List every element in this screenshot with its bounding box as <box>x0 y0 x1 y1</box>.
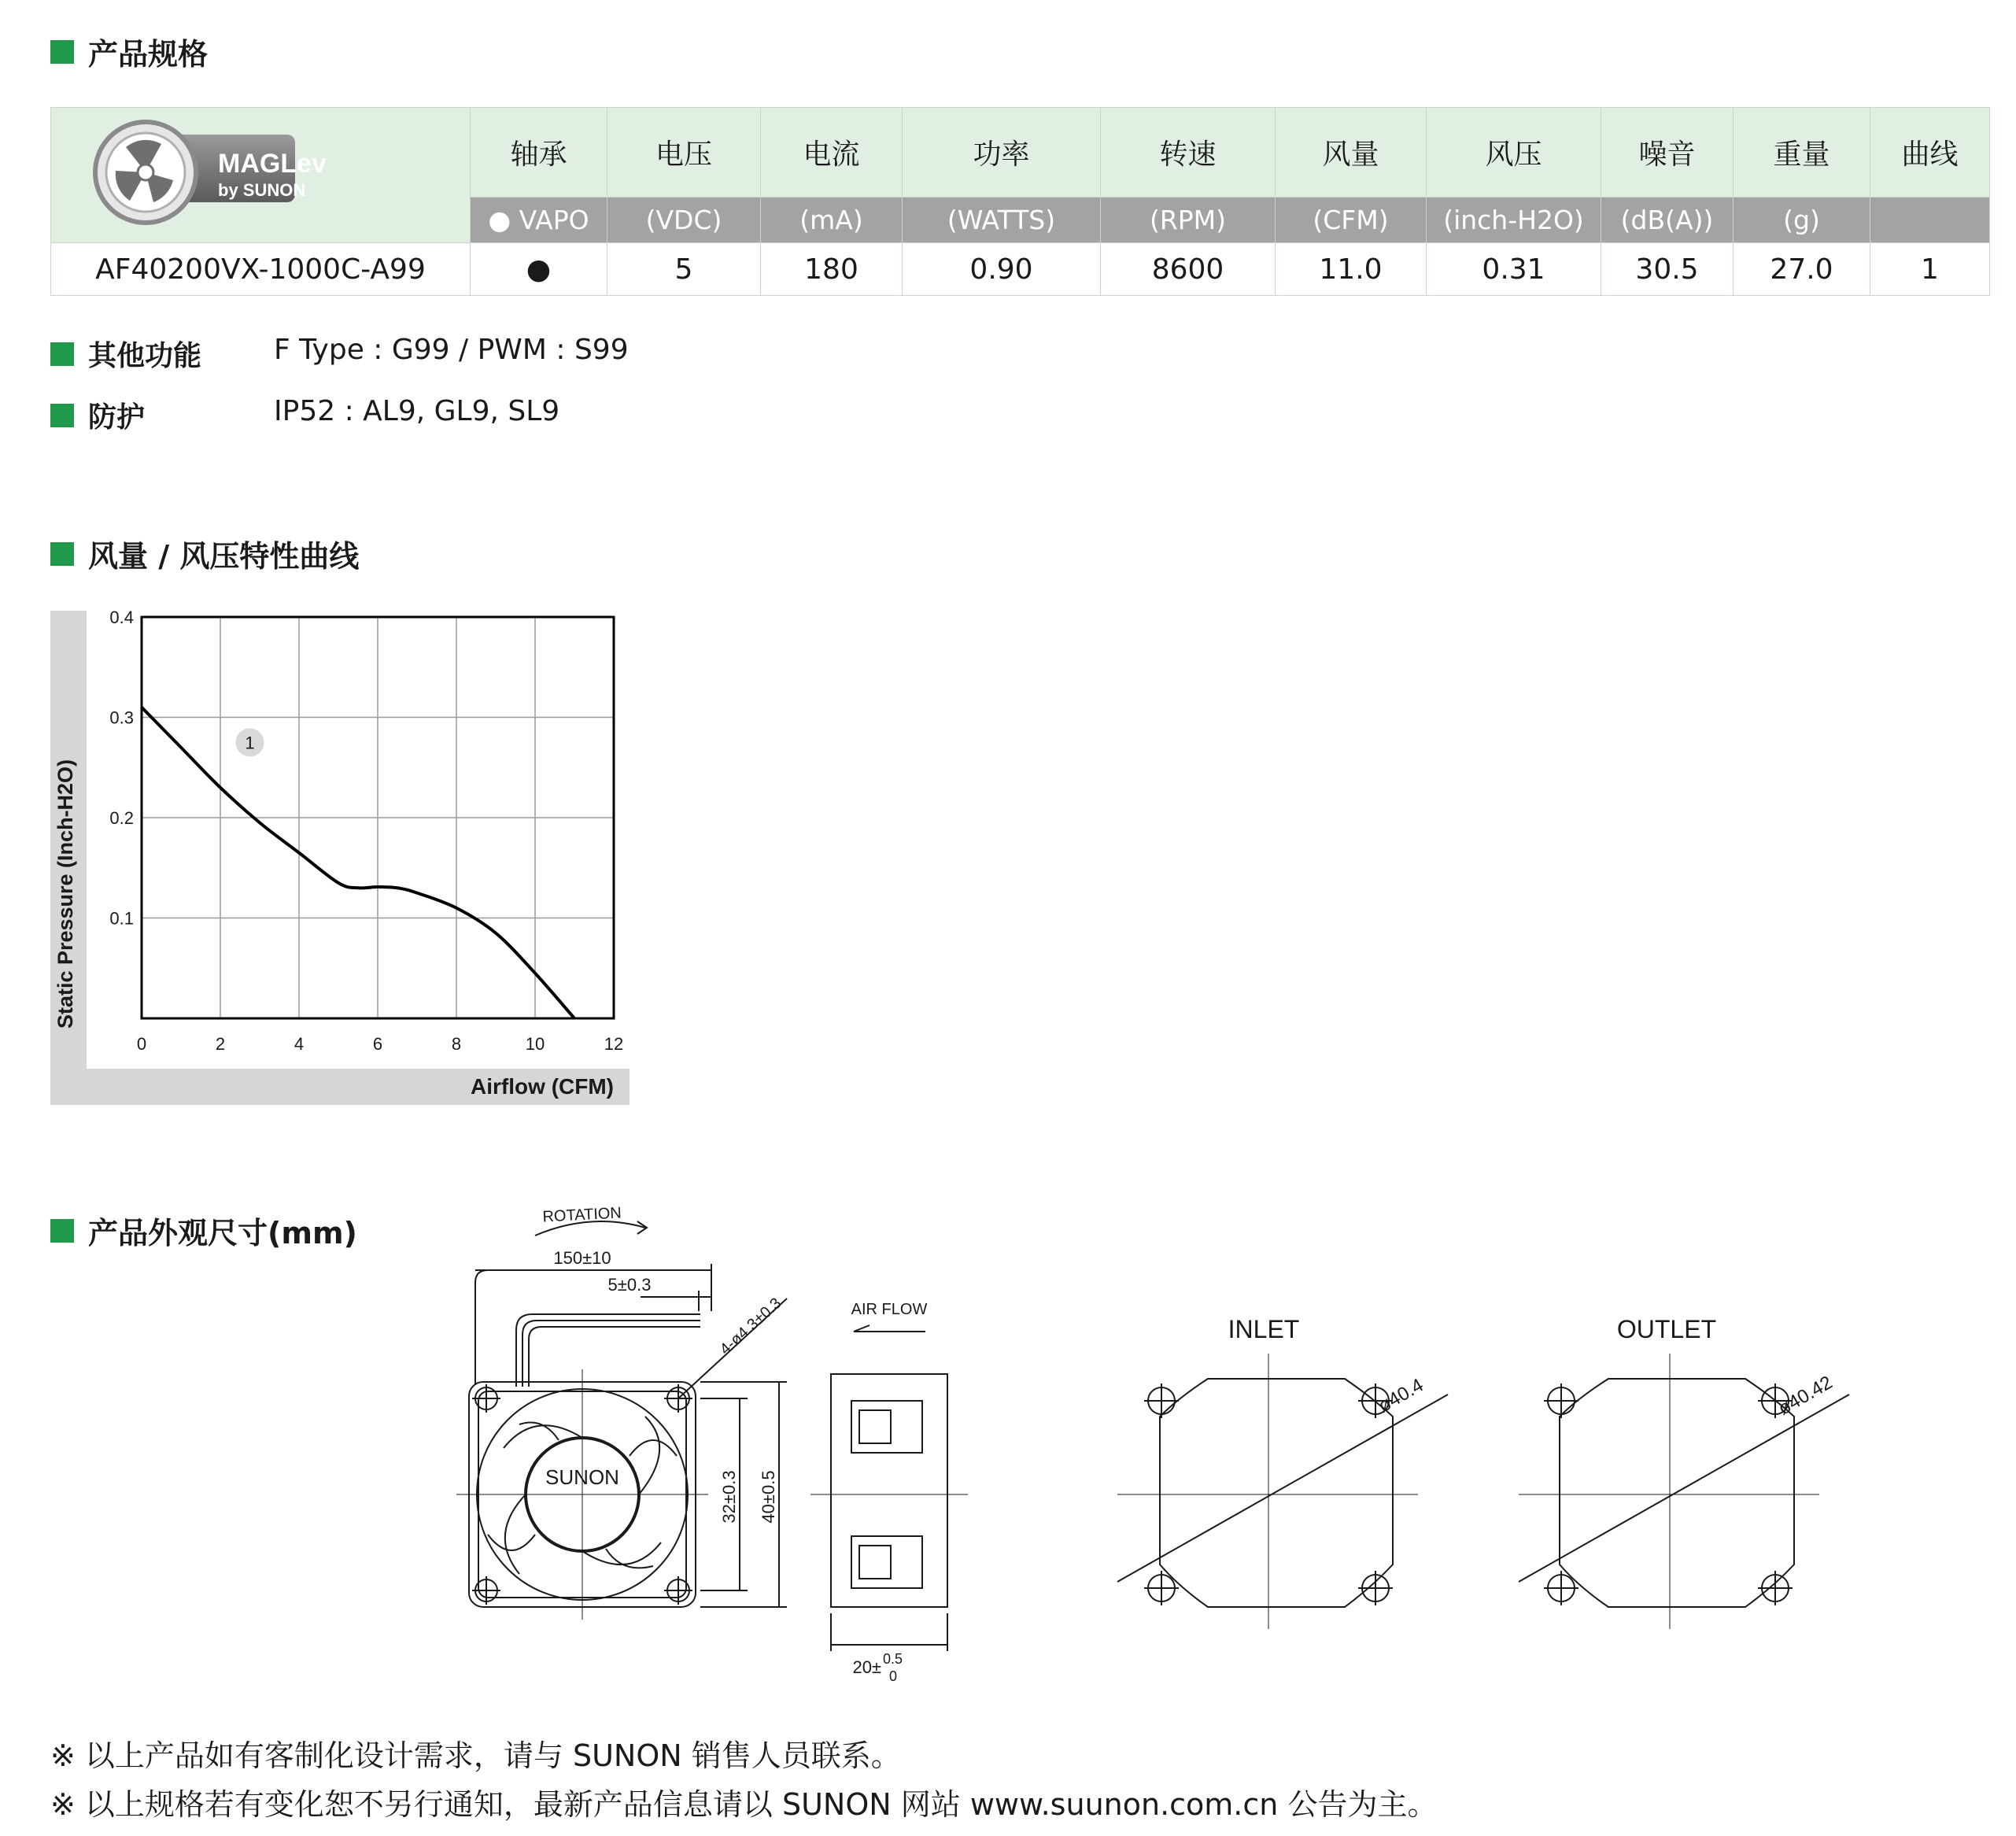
x-tick-label: 2 <box>215 1034 226 1054</box>
header-bearing: 轴承 <box>471 108 607 198</box>
section-marker-icon <box>50 404 74 427</box>
table-row <box>51 243 1990 296</box>
x-axis-label: Airflow (CFM) <box>471 1074 614 1099</box>
section-marker-icon <box>50 40 74 64</box>
dimension-section-title <box>50 1209 357 1252</box>
maglev-logo-graphic <box>51 108 471 235</box>
y-tick-label: 0.1 <box>109 908 134 929</box>
header-weight: 重量 <box>1734 108 1870 198</box>
outlet-diameter-label: ø40.42 <box>1774 1372 1837 1420</box>
rotation-label: ROTATION <box>541 1204 622 1226</box>
x-tick-label: 0 <box>136 1034 147 1054</box>
unit-noise: (dB(A)) <box>1601 198 1734 243</box>
frame-size-label: 40±0.5 <box>759 1470 778 1524</box>
strip-length-label: 5±0.3 <box>607 1275 652 1295</box>
spec-header-row <box>51 108 1990 198</box>
other-functions-label <box>50 334 201 374</box>
cell-voltage: 5 <box>607 243 761 296</box>
cell-airflow: 11.0 <box>1276 243 1427 296</box>
chart-panel <box>87 611 630 1069</box>
rotation-arrow <box>535 1204 647 1236</box>
spec-section-title-text: 产品规格 <box>88 37 209 72</box>
x-tick-label: 12 <box>604 1034 624 1054</box>
cell-current: 180 <box>761 243 903 296</box>
section-marker-icon <box>50 342 74 366</box>
fan-side-view <box>810 1301 968 1684</box>
header-voltage: 电压 <box>607 108 761 198</box>
fan-front-view <box>456 1369 708 1620</box>
header-airflow: 风量 <box>1276 108 1427 198</box>
inlet-view <box>1117 1315 1448 1629</box>
cell-speed: 8600 <box>1101 243 1276 296</box>
unit-speed: (RPM) <box>1101 198 1276 243</box>
unit-airflow: (CFM) <box>1276 198 1427 243</box>
outlet-view <box>1519 1315 1849 1629</box>
outlet-label: OUTLET <box>1616 1315 1717 1343</box>
cable-length-label: 150±10 <box>553 1248 611 1268</box>
dimension-drawing <box>441 1188 1936 1708</box>
fan-brand-label: SUNON <box>545 1465 619 1489</box>
cell-power: 0.90 <box>903 243 1101 296</box>
x-tick-label: 8 <box>451 1034 462 1054</box>
curve-section-title-text: 风量 / 风压特性曲线 <box>88 539 360 574</box>
unit-current: (mA) <box>761 198 903 243</box>
y-tick-label: 0.3 <box>109 707 134 728</box>
depth-upper-tol: 0.5 <box>883 1651 903 1667</box>
air-flow-label: AIR FLOW <box>851 1301 928 1318</box>
hole-spacing-label: 32±0.3 <box>719 1470 739 1524</box>
inlet-diameter-label: ø40.4 <box>1374 1374 1427 1417</box>
protection-label <box>50 395 145 435</box>
depth-label: 20± <box>852 1657 881 1677</box>
logo-brand: MAGLev <box>218 149 327 179</box>
protection-label-text: 防护 <box>88 401 146 434</box>
header-power: 功率 <box>903 108 1101 198</box>
header-current: 电流 <box>761 108 903 198</box>
section-marker-icon <box>50 1219 74 1243</box>
curve-section-title <box>50 532 359 575</box>
y-tick-label: 0.2 <box>109 808 134 828</box>
cell-pressure: 0.31 <box>1427 243 1601 296</box>
y-axis-label: Static Pressure (Inch-H2O) <box>54 759 77 1029</box>
unit-pressure: (inch-H2O) <box>1427 198 1601 243</box>
unit-bearing: ● VAPO <box>471 198 607 243</box>
holes-label: 4-ø4.3±0.3 <box>716 1295 785 1359</box>
cell-weight: 27.0 <box>1734 243 1870 296</box>
unit-weight: (g) <box>1734 198 1870 243</box>
x-tick-label: 6 <box>372 1034 383 1054</box>
curve-label-marker <box>236 728 264 756</box>
model-number: AF40200VX-1000C-A99 <box>51 243 471 296</box>
pq-chart <box>50 611 630 1105</box>
x-tick-label: 4 <box>294 1034 305 1054</box>
header-pressure: 风压 <box>1427 108 1601 198</box>
header-speed: 转速 <box>1101 108 1276 198</box>
series-label-1: 1 <box>245 733 255 753</box>
cell-curve: 1 <box>1870 243 1990 296</box>
cell-bearing: ● <box>471 243 607 296</box>
y-tick-label: 0.4 <box>109 611 134 627</box>
cell-noise: 30.5 <box>1601 243 1734 296</box>
section-marker-icon <box>50 542 74 566</box>
spec-table <box>50 107 1990 296</box>
unit-curve <box>1870 198 1990 243</box>
other-functions-value: F Type : G99 / PWM : S99 <box>274 334 629 366</box>
dimension-section-title-text: 产品外观尺寸(mm) <box>88 1216 357 1250</box>
protection-value: IP52 : AL9, GL9, SL9 <box>274 395 560 427</box>
unit-power: (WATTS) <box>903 198 1101 243</box>
x-tick-label: 10 <box>525 1034 545 1054</box>
inlet-label: INLET <box>1228 1315 1300 1343</box>
unit-voltage: (VDC) <box>607 198 761 243</box>
depth-lower-tol: 0 <box>889 1668 898 1684</box>
spec-section-title <box>50 30 208 73</box>
other-functions-label-text: 其他功能 <box>88 340 202 372</box>
note-line-1: ※ 以上产品如有客制化设计需求，请与 SUNON 销售人员联系。 <box>50 1738 901 1773</box>
header-curve: 曲线 <box>1870 108 1990 198</box>
maglev-logo <box>51 108 471 243</box>
header-noise: 噪音 <box>1601 108 1734 198</box>
logo-by: by SUNON <box>218 180 306 200</box>
note-line-2: ※ 以上规格若有变化恕不另行通知，最新产品信息请以 SUNON 网站 www.suunon.com.cn 公告为主。 <box>50 1787 1438 1822</box>
